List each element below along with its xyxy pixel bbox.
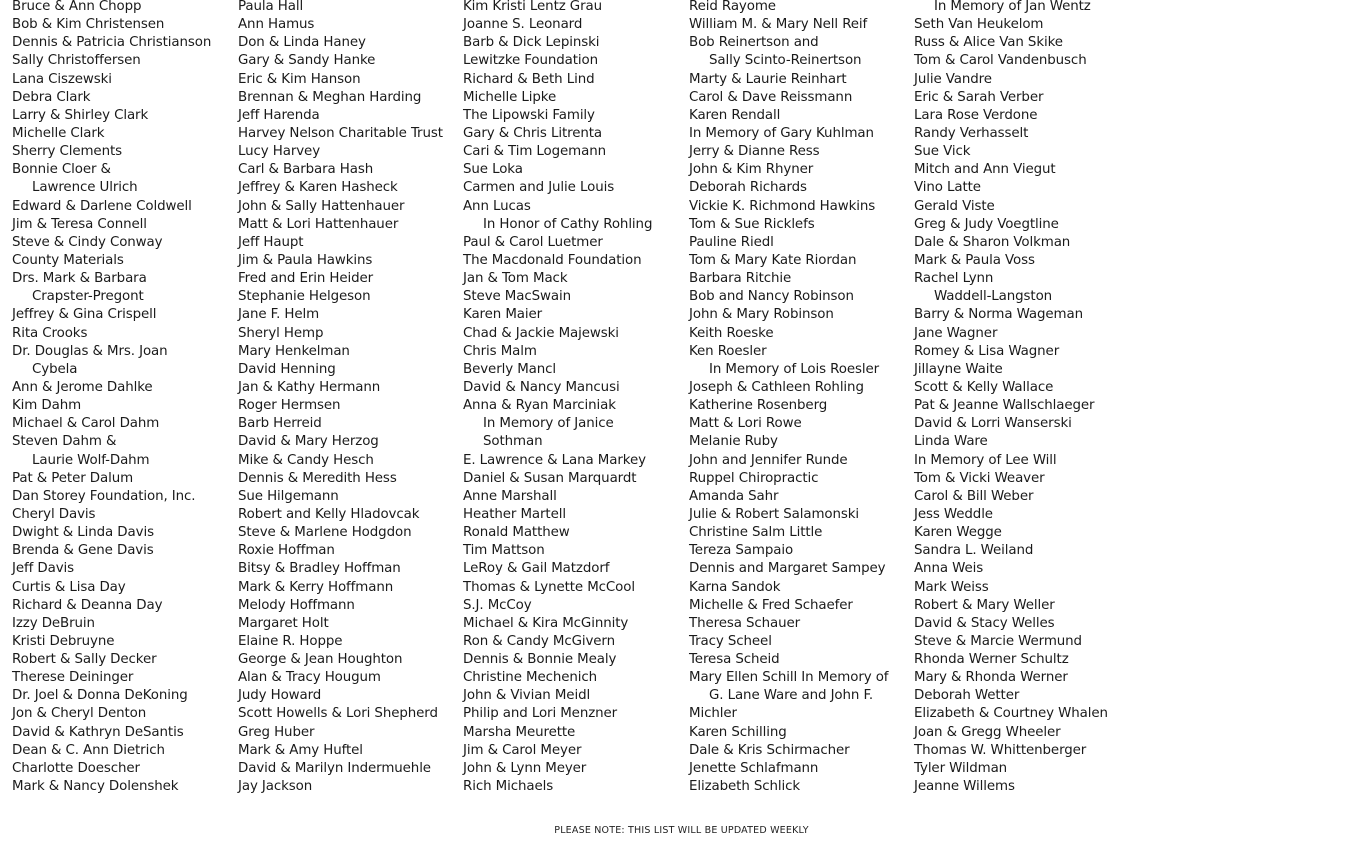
donor-name: Brennan & Meghan Harding bbox=[238, 89, 422, 105]
donor-name: Elizabeth Schlick bbox=[689, 779, 801, 795]
donor-name: Gary & Chris Litrenta bbox=[463, 125, 602, 141]
donor-name: Mike & Candy Hesch bbox=[238, 452, 374, 468]
donor-name: Tereza Sampaio bbox=[689, 543, 794, 559]
donor-name: Dean & C. Ann Dietrich bbox=[12, 742, 165, 758]
donor-name: Dennis & Meredith Hess bbox=[238, 470, 397, 486]
donor-name: Pat & Jeanne Wallschlaeger bbox=[914, 398, 1095, 414]
donor-name: John & Kim Rhyner bbox=[689, 162, 814, 178]
donor-name: William M. & Mary Nell Reif bbox=[689, 17, 868, 33]
donor-name: Ann Lucas bbox=[463, 198, 531, 214]
donor-name: Tom & Sue Ricklefs bbox=[689, 216, 815, 232]
donor-name: Jan & Tom Mack bbox=[463, 271, 568, 287]
donor-column-4 bbox=[689, 0, 911, 796]
donor-column-2 bbox=[238, 0, 460, 796]
donor-name: Michael & Kira McGinnity bbox=[463, 615, 629, 631]
donor-name: Jane F. Helm bbox=[238, 307, 320, 323]
donor-name: Bob and Nancy Robinson bbox=[689, 289, 854, 305]
donor-name: Ken Roesler bbox=[689, 343, 767, 359]
donor-name: Sally Christoffersen bbox=[12, 53, 141, 69]
donor-name: Elizabeth & Courtney Whalen bbox=[914, 706, 1108, 722]
donor-name: Lewitzke Foundation bbox=[463, 53, 599, 69]
donor-name: Fred and Erin Heider bbox=[238, 271, 374, 287]
donor-name: George & Jean Houghton bbox=[238, 652, 403, 668]
donor-name: Karen Wegge bbox=[914, 525, 1002, 541]
donor-name: Bitsy & Bradley Hoffman bbox=[238, 561, 401, 577]
donor-name: Jay Jackson bbox=[238, 779, 313, 795]
donor-name: Melanie Ruby bbox=[689, 434, 778, 450]
donor-name: Robert & Sally Decker bbox=[12, 652, 157, 668]
donor-name: Russ & Alice Van Skike bbox=[914, 35, 1063, 51]
donor-name: Mary Henkelman bbox=[238, 343, 350, 359]
donor-name: Karen Maier bbox=[463, 307, 543, 323]
donor-name: Rita Crooks bbox=[12, 325, 88, 341]
donor-name: Scott Howells & Lori Shepherd bbox=[238, 706, 438, 722]
donor-name: Larry & Shirley Clark bbox=[12, 107, 149, 123]
donor-name: Dwight & Linda Davis bbox=[12, 525, 154, 541]
donor-name: Drs. Mark & Barbara bbox=[12, 271, 147, 287]
donor-name: John and Jennifer Runde bbox=[689, 452, 848, 468]
donor-name: Jess Weddle bbox=[914, 506, 993, 522]
donor-name: Kim Dahm bbox=[12, 398, 82, 414]
donor-name: Mary & Rhonda Werner bbox=[914, 670, 1068, 686]
donor-name: Mark Weiss bbox=[914, 579, 989, 595]
donor-name: Philip and Lori Menzner bbox=[463, 706, 618, 722]
donor-name: Anne Marshall bbox=[463, 488, 557, 504]
donor-name: Carol & Bill Weber bbox=[914, 488, 1034, 504]
donor-name: Michelle Lipke bbox=[463, 89, 557, 105]
donor-name: Jerry & Dianne Ress bbox=[689, 144, 820, 160]
donor-name: David & Stacy Welles bbox=[914, 615, 1055, 631]
donor-column-3 bbox=[463, 0, 685, 796]
donor-name-continuation: Waddell-Langston bbox=[934, 289, 1053, 305]
donor-name: Greg Huber bbox=[238, 724, 315, 740]
donor-name: Seth Van Heukelom bbox=[914, 17, 1044, 33]
donor-name: Jim & Carol Meyer bbox=[463, 742, 582, 758]
donor-name: Christine Mechenich bbox=[463, 670, 598, 686]
donor-name: David & Marilyn Indermuehle bbox=[238, 760, 431, 776]
donor-name: Rich Michaels bbox=[463, 779, 554, 795]
donor-name: Romey & Lisa Wagner bbox=[914, 343, 1060, 359]
donor-name: Joseph & Cathleen Rohling bbox=[689, 379, 864, 395]
donor-name: County Materials bbox=[12, 252, 124, 268]
donor-name: The Macdonald Foundation bbox=[463, 252, 642, 268]
donor-name: Stephanie Helgeson bbox=[238, 289, 371, 305]
donor-name: Ruppel Chiropractic bbox=[689, 470, 819, 486]
donor-name: The Lipowski Family bbox=[463, 107, 595, 123]
donor-name: Roger Hermsen bbox=[238, 398, 341, 414]
donor-name: LeRoy & Gail Matzdorf bbox=[463, 561, 610, 577]
donor-name-continuation: Laurie Wolf-Dahm bbox=[32, 452, 150, 468]
donor-name: Ron & Candy McGivern bbox=[463, 633, 615, 649]
donor-name: Matt & Lori Hattenhauer bbox=[238, 216, 399, 232]
donor-name: Elaine R. Hoppe bbox=[238, 633, 343, 649]
donor-name: Bonnie Cloer & bbox=[12, 162, 111, 178]
donor-name: Steve & Marcie Wermund bbox=[914, 633, 1082, 649]
donor-name: Dale & Sharon Volkman bbox=[914, 234, 1071, 250]
donor-name: Dale & Kris Schirmacher bbox=[689, 742, 850, 758]
donor-name: Tyler Wildman bbox=[914, 760, 1008, 776]
donor-name: Jenette Schlafmann bbox=[689, 760, 819, 776]
donor-name: Tom & Vicki Weaver bbox=[914, 470, 1045, 486]
donor-name: Jane Wagner bbox=[914, 325, 998, 341]
donor-name: Anna Weis bbox=[914, 561, 984, 577]
donor-name: Sue Vick bbox=[914, 144, 971, 160]
donor-name: Richard & Beth Lind bbox=[463, 71, 595, 87]
donor-name: Mary Ellen Schill In Memory of bbox=[689, 670, 889, 686]
donor-name: Michelle Clark bbox=[12, 125, 105, 141]
donor-name: Charlotte Doescher bbox=[12, 760, 140, 776]
donor-name: Margaret Holt bbox=[238, 615, 329, 631]
donor-name: Sue Loka bbox=[463, 162, 523, 178]
donor-name: Jillayne Waite bbox=[914, 361, 1003, 377]
donor-name: Sue Hilgemann bbox=[238, 488, 339, 504]
donor-name: Ronald Matthew bbox=[463, 525, 570, 541]
donor-name: Chad & Jackie Majewski bbox=[463, 325, 619, 341]
donor-name: Barry & Norma Wageman bbox=[914, 307, 1083, 323]
donor-name: John & Lynn Meyer bbox=[463, 760, 587, 776]
donor-name: Cheryl Davis bbox=[12, 506, 96, 522]
donor-column-5 bbox=[914, 0, 1136, 796]
donor-name: David Henning bbox=[238, 361, 336, 377]
donor-name: Scott & Kelly Wallace bbox=[914, 379, 1054, 395]
update-notice: PLEASE NOTE: THIS LIST WILL BE UPDATED WEEKLY bbox=[554, 825, 809, 836]
donor-name: Melody Hoffmann bbox=[238, 597, 355, 613]
donor-name: Bob Reinertson and bbox=[689, 35, 819, 51]
donor-name: Karna Sandok bbox=[689, 579, 781, 595]
donor-name-continuation: In Honor of Cathy Rohling bbox=[483, 216, 653, 232]
donor-name: Rachel Lynn bbox=[914, 271, 994, 287]
donor-name: Dennis & Patricia Christianson bbox=[12, 35, 212, 51]
donor-name: Katherine Rosenberg bbox=[689, 398, 828, 414]
donor-name: Debra Clark bbox=[12, 89, 91, 105]
donor-name: In Memory of Lee Will bbox=[914, 452, 1057, 468]
donor-name: Barb & Dick Lepinski bbox=[463, 35, 600, 51]
donor-name-continuation: Crapster-Pregont bbox=[32, 289, 144, 305]
donor-name: Jeff Davis bbox=[12, 561, 75, 577]
donor-name: Chris Malm bbox=[463, 343, 537, 359]
donor-name: Randy Verhasselt bbox=[914, 125, 1029, 141]
donor-name: Gary & Sandy Hanke bbox=[238, 53, 376, 69]
donor-name: Steve & Marlene Hodgdon bbox=[238, 525, 412, 541]
donor-name-continuation: Sally Scinto-Reinertson bbox=[709, 53, 862, 69]
donor-name: Tracy Scheel bbox=[689, 633, 772, 649]
donor-name: John & Mary Robinson bbox=[689, 307, 834, 323]
donor-name: Pat & Peter Dalum bbox=[12, 470, 134, 486]
donor-name: Robert and Kelly Hladovcak bbox=[238, 506, 420, 522]
donor-name: Mark & Kerry Hoffmann bbox=[238, 579, 394, 595]
donor-name: Reid Rayome bbox=[689, 0, 776, 14]
donor-name: Lana Ciszewski bbox=[12, 71, 112, 87]
donor-name: Tom & Mary Kate Riordan bbox=[689, 252, 857, 268]
donor-name: John & Sally Hattenhauer bbox=[238, 198, 405, 214]
donor-name: David & Mary Herzog bbox=[238, 434, 379, 450]
donor-name: Lucy Harvey bbox=[238, 144, 321, 160]
donor-name: Steve MacSwain bbox=[463, 289, 571, 305]
donor-name: Sheryl Hemp bbox=[238, 325, 324, 341]
donor-name-continuation: Sothman bbox=[483, 434, 543, 450]
donor-name: Curtis & Lisa Day bbox=[12, 579, 126, 595]
donor-name: Thomas & Lynette McCool bbox=[463, 579, 635, 595]
donor-name: Alan & Tracy Hougum bbox=[238, 670, 381, 686]
donor-name: Steven Dahm & bbox=[12, 434, 117, 450]
donor-name: Linda Ware bbox=[914, 434, 988, 450]
donor-name: Kristi Debruyne bbox=[12, 633, 115, 649]
donor-name: Christine Salm Little bbox=[689, 525, 823, 541]
donor-name: John & Vivian Meidl bbox=[463, 688, 591, 704]
donor-name: Mitch and Ann Viegut bbox=[914, 162, 1056, 178]
donor-name: Deborah Richards bbox=[689, 180, 807, 196]
donor-name: Michler bbox=[689, 706, 737, 722]
donor-name: Sandra L. Weiland bbox=[914, 543, 1034, 559]
donor-name: Eric & Kim Hanson bbox=[238, 71, 361, 87]
donor-name: Jeffrey & Karen Hasheck bbox=[238, 180, 398, 196]
donor-name: Judy Howard bbox=[238, 688, 322, 704]
donor-name: Mark & Paula Voss bbox=[914, 252, 1035, 268]
donor-name: Karen Schilling bbox=[689, 724, 787, 740]
donor-name: David & Lorri Wanserski bbox=[914, 416, 1072, 432]
donor-name: Vino Latte bbox=[914, 180, 981, 196]
donor-name: Mark & Amy Huftel bbox=[238, 742, 363, 758]
donor-name: Jan & Kathy Hermann bbox=[238, 379, 381, 395]
donor-name: Lara Rose Verdone bbox=[914, 107, 1038, 123]
donor-name: Daniel & Susan Marquardt bbox=[463, 470, 637, 486]
donor-name: Julie Vandre bbox=[914, 71, 992, 87]
donor-name: Gerald Viste bbox=[914, 198, 995, 214]
donor-name: Bob & Kim Christensen bbox=[12, 17, 165, 33]
donor-name: Carol & Dave Reissmann bbox=[689, 89, 853, 105]
donor-name-continuation: Lawrence Ulrich bbox=[32, 180, 138, 196]
donor-name: Richard & Deanna Day bbox=[12, 597, 163, 613]
donor-name-continuation: G. Lane Ware and John F. bbox=[709, 688, 874, 704]
donor-name: Ann & Jerome Dahlke bbox=[12, 379, 153, 395]
donor-name: Teresa Scheid bbox=[689, 652, 780, 668]
donor-name: David & Kathryn DeSantis bbox=[12, 724, 184, 740]
donor-name: Karen Rendall bbox=[689, 107, 781, 123]
donor-name: Kim Kristi Lentz Grau bbox=[463, 0, 602, 14]
donor-name: Brenda & Gene Davis bbox=[12, 543, 154, 559]
donor-name: Marty & Laurie Reinhart bbox=[689, 71, 847, 87]
donor-name: Carl & Barbara Hash bbox=[238, 162, 374, 178]
donor-name: Therese Deininger bbox=[12, 670, 134, 686]
donor-name: Michael & Carol Dahm bbox=[12, 416, 160, 432]
donor-name: Barb Herreid bbox=[238, 416, 322, 432]
donor-name-continuation: In Memory of Jan Wentz bbox=[934, 0, 1091, 14]
donor-name: Paula Hall bbox=[238, 0, 304, 14]
donor-name: Pauline Riedl bbox=[689, 234, 774, 250]
donor-name: Jeanne Willems bbox=[914, 779, 1015, 795]
donor-name: Tom & Carol Vandenbusch bbox=[914, 53, 1087, 69]
donor-name: Mark & Nancy Dolenshek bbox=[12, 779, 179, 795]
donor-name: Dr. Joel & Donna DeKoning bbox=[12, 688, 188, 704]
donor-name: Don & Linda Haney bbox=[238, 35, 366, 51]
donor-name: Jim & Paula Hawkins bbox=[238, 252, 373, 268]
donor-name: Jim & Teresa Connell bbox=[12, 216, 147, 232]
donor-name: Eric & Sarah Verber bbox=[914, 89, 1044, 105]
donor-name: Marsha Meurette bbox=[463, 724, 576, 740]
donor-name: Harvey Nelson Charitable Trust bbox=[238, 125, 443, 141]
donor-name-continuation: In Memory of Janice bbox=[483, 416, 614, 432]
donor-name: Tim Mattson bbox=[463, 543, 545, 559]
donor-name: Steve & Cindy Conway bbox=[12, 234, 163, 250]
donor-name: Dennis and Margaret Sampey bbox=[689, 561, 886, 577]
donor-name: Paul & Carol Luetmer bbox=[463, 234, 603, 250]
donor-name: Thomas W. Whittenberger bbox=[914, 742, 1087, 758]
donor-name: Roxie Hoffman bbox=[238, 543, 335, 559]
donor-name: David & Nancy Mancusi bbox=[463, 379, 620, 395]
donor-name: Vickie K. Richmond Hawkins bbox=[689, 198, 876, 214]
donor-name: Carmen and Julie Louis bbox=[463, 180, 615, 196]
donor-name: Cari & Tim Logemann bbox=[463, 144, 607, 160]
donor-name: Bruce & Ann Chopp bbox=[12, 0, 142, 14]
donor-name: Rhonda Werner Schultz bbox=[914, 652, 1069, 668]
donor-name: Jon & Cheryl Denton bbox=[12, 706, 147, 722]
donor-name: Sherry Clements bbox=[12, 144, 122, 160]
donor-name: Joanne S. Leonard bbox=[463, 17, 583, 33]
donor-name: Barbara Ritchie bbox=[689, 271, 792, 287]
donor-name: Keith Roeske bbox=[689, 325, 774, 341]
donor-name: Heather Martell bbox=[463, 506, 566, 522]
donor-name: Michelle & Fred Schaefer bbox=[689, 597, 853, 613]
donor-name: In Memory of Gary Kuhlman bbox=[689, 125, 874, 141]
donor-name: E. Lawrence & Lana Markey bbox=[463, 452, 646, 468]
donor-name: Julie & Robert Salamonski bbox=[689, 506, 860, 522]
donor-name: Jeffrey & Gina Crispell bbox=[12, 307, 157, 323]
donor-column-1 bbox=[12, 0, 234, 796]
donor-name: Deborah Wetter bbox=[914, 688, 1020, 704]
donor-name: Beverly Mancl bbox=[463, 361, 557, 377]
donor-name: Jeff Harenda bbox=[238, 107, 320, 123]
donor-name-continuation: Cybela bbox=[32, 361, 78, 377]
donor-name: Dr. Douglas & Mrs. Joan bbox=[12, 343, 168, 359]
donor-name: Matt & Lori Rowe bbox=[689, 416, 802, 432]
donor-name: Anna & Ryan Marciniak bbox=[463, 398, 616, 414]
donor-name: Dennis & Bonnie Mealy bbox=[463, 652, 617, 668]
donor-name: Robert & Mary Weller bbox=[914, 597, 1055, 613]
donor-name: Greg & Judy Voegtline bbox=[914, 216, 1059, 232]
donor-name: Ann Hamus bbox=[238, 17, 315, 33]
donor-name-continuation: In Memory of Lois Roesler bbox=[709, 361, 880, 377]
donor-name: Jeff Haupt bbox=[238, 234, 304, 250]
donor-name: Joan & Gregg Wheeler bbox=[914, 724, 1061, 740]
donor-name: Amanda Sahr bbox=[689, 488, 779, 504]
donor-name: Dan Storey Foundation, Inc. bbox=[12, 488, 196, 504]
donor-name: Edward & Darlene Coldwell bbox=[12, 198, 192, 214]
donor-name: Theresa Schauer bbox=[689, 615, 801, 631]
donor-name: Izzy DeBruin bbox=[12, 615, 95, 631]
donor-name: S.J. McCoy bbox=[463, 597, 532, 613]
